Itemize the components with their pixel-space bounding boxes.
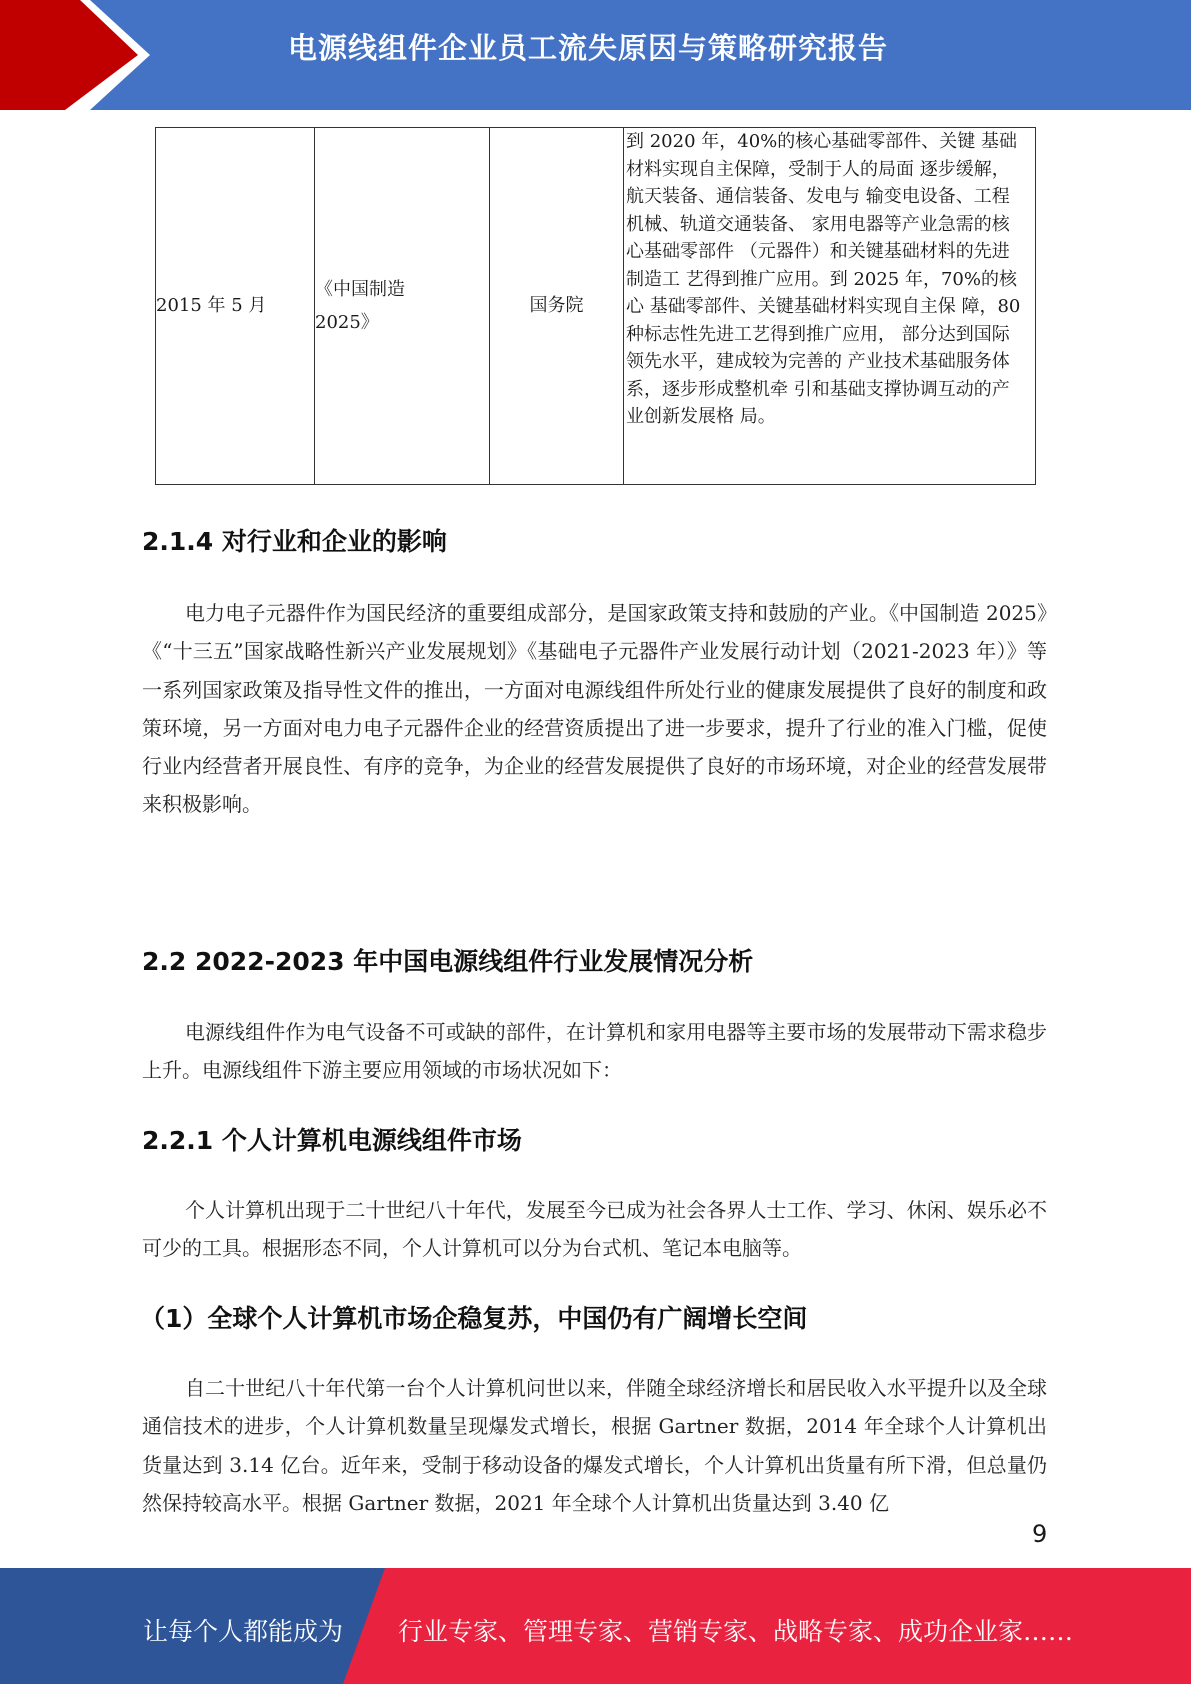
table-row	[156, 128, 1036, 485]
paragraph: 自二十世纪八十年代第一台个人计算机问世以来，伴随全球经济增长和居民收入水平提升以及全球通信技术的进步，个人计算机数量呈现爆发式增长，根据 Gartner 数据，2014 年全球个人计算机出货量达到 3.14 亿台。近年来，受制于移动设备的爆发式增长，个人计算机出货量有所下滑，但总量仍然保持较高水平。根据 Gartner 数据，2021 年全球个人计算机出货量达到 3.40 亿	[142, 1376, 1047, 1515]
page-footer	[0, 1568, 1191, 1684]
paragraph: 个人计算机出现于二十世纪八十年代，发展至今已成为社会各界人士工作、学习、休闲、娱乐必不可少的工具。根据形态不同，个人计算机可以分为台式机、笔记本电脑等。	[142, 1198, 1047, 1261]
table-cell-policy-name: 《中国制造 2025》	[315, 128, 490, 485]
report-title: 电源线组件企业员工流失原因与策略研究报告	[288, 31, 889, 65]
header-red-chevron	[0, 0, 150, 110]
table-cell-content: 到 2020 年，40%的核心基础零部件、关键 基础材料实现自主保障，受制于人的局面 逐步缓解，航天装备、通信装备、发电与 输变电设备、工程机械、轨道交通装备、 家用电器等产业急需的核心基础零部件 （元器件）和关键基础材料的先进制造工 艺得到推广应用。到 2025 年，70%的核心 基础零部件、关键基础材料实现自主保 障，80 种标志性先进工艺得到推广应用， 部分达到国际领先水平，建成较为完善的 产业技术基础服务体系，逐步形成整机牵 引和基础支撑协调互动的产业创新发展格 局。	[624, 128, 1036, 485]
policy-table	[155, 127, 1036, 485]
footer-slogan-left: 让每个人都能成为	[143, 1617, 344, 1646]
section-heading-2-2: 2.2 2022-2023 年中国电源线组件行业发展情况分析	[142, 947, 754, 976]
section-heading-2-2-1: 2.2.1 个人计算机电源线组件市场	[142, 1126, 522, 1155]
section-heading-2-1-4: 2.1.4 对行业和企业的影响	[142, 527, 447, 556]
subsection-heading: （1）全球个人计算机市场企稳复苏，中国仍有广阔增长空间	[140, 1304, 808, 1333]
page-header	[0, 0, 1191, 110]
page-number: 9	[1032, 1520, 1048, 1548]
footer-slogan-right: 行业专家、管理专家、营销专家、战略专家、成功企业家……	[398, 1617, 1074, 1646]
table-cell-date: 2015 年 5 月	[156, 128, 315, 485]
table-cell-issuer: 国务院	[490, 128, 624, 485]
paragraph: 电力电子元器件作为国民经济的重要组成部分，是国家政策支持和鼓励的产业。《中国制造 2025》《“十三五”国家战略性新兴产业发展规划》《基础电子元器件产业发展行动计划（2021-2023 年）》等一系列国家政策及指导性文件的推出，一方面对电源线组件所处行业的健康发展提供了良好的制度和政策环境，另一方面对电力电子元器件企业的经营资质提出了进一步要求，提升了行业的准入门槛，促使行业内经营者开展良性、有序的竞争，为企业的经营发展提供了良好的市场环境，对企业的经营发展带来积极影响。	[142, 601, 1047, 817]
paragraph: 电源线组件作为电气设备不可或缺的部件，在计算机和家用电器等主要市场的发展带动下需求稳步上升。电源线组件下游主要应用领域的市场状况如下：	[142, 1020, 1047, 1083]
